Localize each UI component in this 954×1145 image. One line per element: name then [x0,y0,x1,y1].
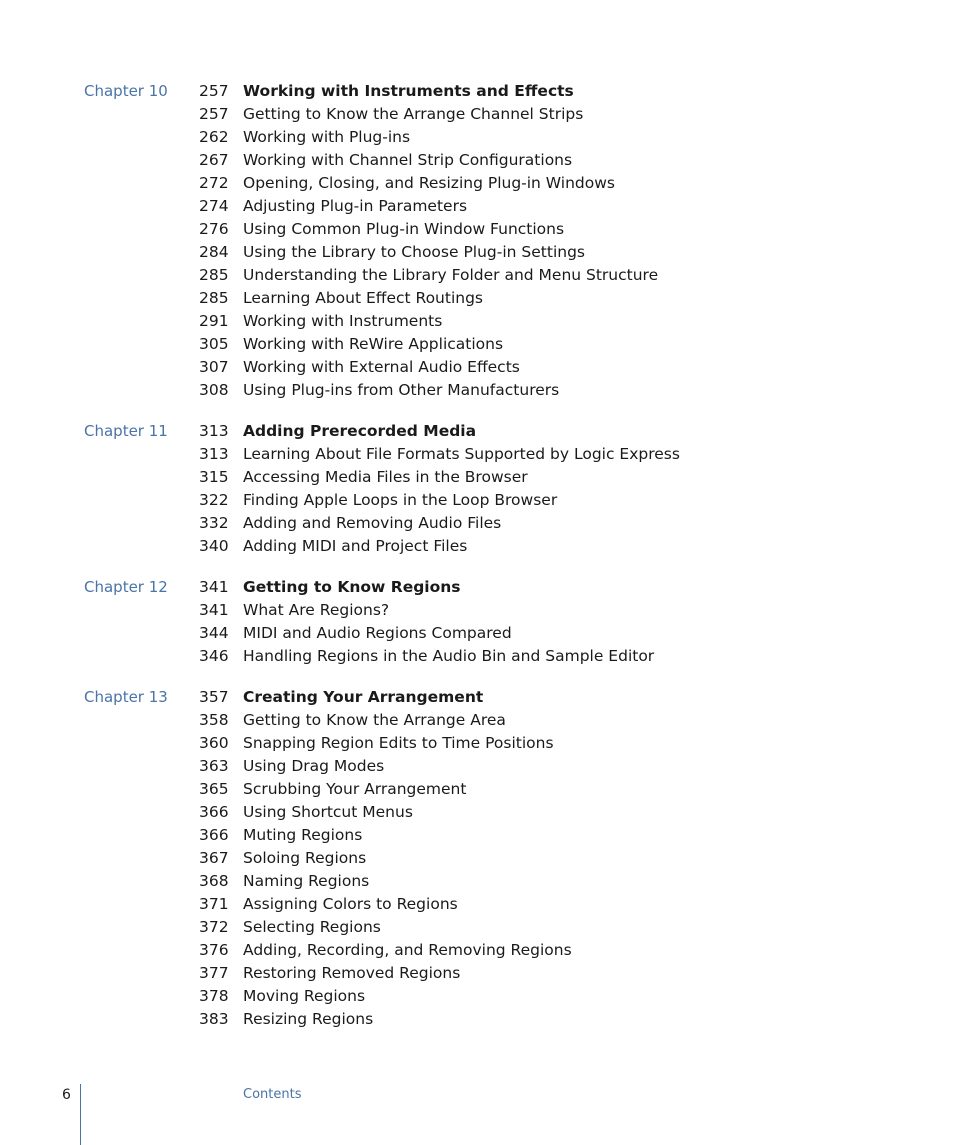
entry-page: 313 [199,422,229,440]
entry-page: 262 [199,128,229,146]
toc-entry[interactable] [0,172,954,195]
entry-title: Working with Plug-ins [243,128,411,146]
entry-page: 257 [199,105,229,123]
toc-entry[interactable] [0,755,954,778]
entry-page: 367 [199,849,229,867]
chapter-label[interactable]: Chapter 10 [84,82,168,100]
entry-page: 284 [199,243,229,261]
toc-entry[interactable] [0,310,954,333]
entry-page: 371 [199,895,229,913]
toc-entry[interactable] [0,466,954,489]
entry-title: Learning About File Formats Supported by Logic Express [243,445,680,463]
toc-entry[interactable] [0,149,954,172]
chapter-10 [0,80,954,402]
entry-title: Working with Instruments and Effects [243,82,574,100]
entry-title: Using the Library to Choose Plug-in Settings [243,243,585,261]
entry-title: Resizing Regions [243,1010,374,1028]
entry-page: 315 [199,468,229,486]
toc-entry[interactable] [0,801,954,824]
entry-title: Adding Prerecorded Media [243,422,477,440]
entry-title: Working with External Audio Effects [243,358,520,376]
entry-title: Using Plug-ins from Other Manufacturers [243,381,560,399]
footer-divider [80,1084,81,1145]
entry-title: Working with Instruments [243,312,443,330]
entry-page: 378 [199,987,229,1005]
entry-page: 274 [199,197,229,215]
entry-page: 285 [199,289,229,307]
toc-entry[interactable] [0,893,954,916]
toc-entry[interactable] [0,870,954,893]
entry-title: Adding, Recording, and Removing Regions [243,941,572,959]
entry-title: Working with Channel Strip Configurations [243,151,573,169]
toc-entry[interactable] [0,732,954,755]
toc-entry[interactable] [0,1008,954,1031]
toc-entry[interactable] [0,985,954,1008]
entry-title: MIDI and Audio Regions Compared [243,624,512,642]
toc-entry[interactable] [0,443,954,466]
toc-entry[interactable] [0,916,954,939]
entry-title: Adding and Removing Audio Files [243,514,502,532]
entry-title: Learning About Effect Routings [243,289,484,307]
entry-page: 376 [199,941,229,959]
toc-entry[interactable] [0,103,954,126]
toc-entry[interactable] [0,824,954,847]
toc-entry[interactable] [0,686,954,709]
entry-page: 322 [199,491,229,509]
entry-title: Assigning Colors to Regions [243,895,458,913]
entry-title: Accessing Media Files in the Browser [243,468,528,486]
entry-page: 358 [199,711,229,729]
chapter-label[interactable]: Chapter 12 [84,578,168,596]
entry-page: 340 [199,537,229,555]
entry-page: 308 [199,381,229,399]
toc-entry[interactable] [0,80,954,103]
page-number: 6 [62,1087,71,1103]
entry-page: 383 [199,1010,229,1028]
toc-entry[interactable] [0,356,954,379]
entry-title: Creating Your Arrangement [243,688,484,706]
entry-title: Moving Regions [243,987,366,1005]
toc-entry[interactable] [0,287,954,310]
toc-entry[interactable] [0,241,954,264]
entry-title: Handling Regions in the Audio Bin and Sample Editor [243,647,655,665]
entry-title: Getting to Know the Arrange Channel Strips [243,105,584,123]
toc-entry[interactable] [0,489,954,512]
toc-entry[interactable] [0,333,954,356]
entry-title: Using Common Plug-in Window Functions [243,220,565,238]
toc-entry[interactable] [0,576,954,599]
entry-page: 365 [199,780,229,798]
toc-entry[interactable] [0,420,954,443]
entry-title: Working with ReWire Applications [243,335,504,353]
entry-page: 267 [199,151,229,169]
toc-entry[interactable] [0,778,954,801]
entry-page: 344 [199,624,229,642]
toc-entry[interactable] [0,126,954,149]
entry-page: 346 [199,647,229,665]
page-footer [0,1084,954,1145]
entry-page: 372 [199,918,229,936]
entry-page: 313 [199,445,229,463]
entry-page: 341 [199,601,229,619]
chapter-label[interactable]: Chapter 11 [84,422,168,440]
entry-title: Scrubbing Your Arrangement [243,780,467,798]
entry-page: 272 [199,174,229,192]
table-of-contents [0,80,954,1049]
toc-entry[interactable] [0,645,954,668]
toc-entry[interactable] [0,599,954,622]
toc-entry[interactable] [0,264,954,287]
entry-title: Muting Regions [243,826,363,844]
entry-title: Soloing Regions [243,849,367,867]
toc-entry[interactable] [0,195,954,218]
entry-title: Snapping Region Edits to Time Positions [243,734,554,752]
entry-page: 366 [199,803,229,821]
entry-title: Using Shortcut Menus [243,803,413,821]
entry-page: 257 [199,82,229,100]
toc-entry[interactable] [0,709,954,732]
toc-entry[interactable] [0,535,954,558]
entry-title: Understanding the Library Folder and Menu Structure [243,266,659,284]
entry-title: Getting to Know the Arrange Area [243,711,506,729]
entry-title: Using Drag Modes [243,757,385,775]
entry-title: Naming Regions [243,872,370,890]
toc-entry[interactable] [0,622,954,645]
entry-page: 341 [199,578,229,596]
entry-page: 332 [199,514,229,532]
entry-title: Adding MIDI and Project Files [243,537,468,555]
chapter-12 [0,576,954,668]
entry-page: 368 [199,872,229,890]
toc-entry[interactable] [0,847,954,870]
entry-page: 366 [199,826,229,844]
toc-entry[interactable] [0,379,954,402]
chapter-11 [0,420,954,558]
toc-entry[interactable] [0,939,954,962]
toc-entry[interactable] [0,962,954,985]
entry-title: Restoring Removed Regions [243,964,461,982]
entry-page: 291 [199,312,229,330]
entry-page: 307 [199,358,229,376]
entry-page: 285 [199,266,229,284]
entry-title: Opening, Closing, and Resizing Plug-in Windows [243,174,615,192]
toc-entry[interactable] [0,218,954,241]
entry-page: 357 [199,688,229,706]
chapter-label[interactable]: Chapter 13 [84,688,168,706]
entry-page: 276 [199,220,229,238]
entry-page: 377 [199,964,229,982]
entry-title: Finding Apple Loops in the Loop Browser [243,491,558,509]
entry-title: Selecting Regions [243,918,381,936]
entry-title: Getting to Know Regions [243,578,461,596]
entry-page: 363 [199,757,229,775]
running-head: Contents [243,1087,302,1102]
entry-page: 360 [199,734,229,752]
entry-title: What Are Regions? [243,601,390,619]
entry-title: Adjusting Plug-in Parameters [243,197,468,215]
toc-entry[interactable] [0,512,954,535]
chapter-13 [0,686,954,1031]
entry-page: 305 [199,335,229,353]
